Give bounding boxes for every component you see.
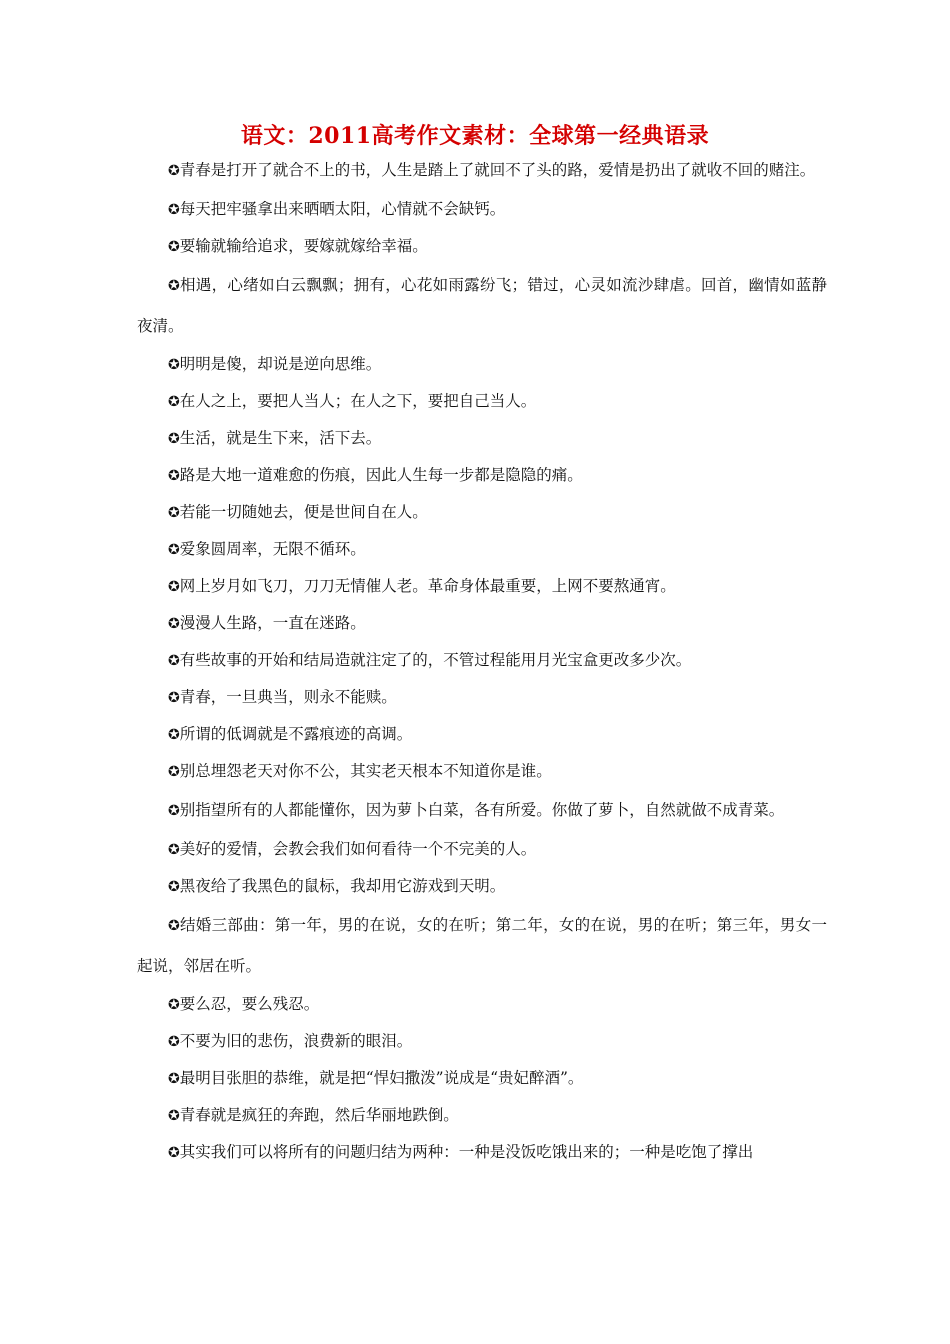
quote-text: 在人之上，要把人当人；在人之下，要把自己当人。: [179, 392, 537, 410]
star-bullet-icon: ✪: [168, 1071, 180, 1087]
quote-item: [137, 420, 827, 457]
star-bullet-icon: ✪: [168, 653, 180, 669]
star-bullet-icon: ✪: [168, 803, 180, 819]
quote-item: [137, 679, 827, 716]
quote-text: 青春就是疯狂的奔跑，然后华丽地跌倒。: [179, 1106, 459, 1124]
quote-item: [137, 1023, 827, 1060]
quote-item: [137, 1060, 827, 1097]
quote-item: [137, 790, 827, 831]
quote-text: 结婚三部曲：第一年，男的在说，女的在听；第二年，女的在说，男的在听；第三年，男女一起说，邻居在听。: [137, 916, 827, 975]
quote-text: 最明目张胆的恭维，就是把“悍妇撒泼”说成是“贵妃醉酒”。: [179, 1069, 584, 1087]
quote-text: 黑夜给了我黑色的鼠标，我却用它游戏到天明。: [179, 877, 506, 895]
quote-text: 明明是傻，却说是逆向思维。: [179, 355, 382, 373]
quote-text: 别总埋怨老天对你不公，其实老天根本不知道你是谁。: [179, 762, 552, 780]
star-bullet-icon: ✪: [168, 764, 180, 780]
quote-text: 别指望所有的人都能懂你，因为萝卜白菜，各有所爱。你做了萝卜，自然就做不成青菜。: [179, 801, 785, 819]
quote-item: [137, 1134, 827, 1171]
star-bullet-icon: ✪: [168, 727, 180, 743]
quote-item: [137, 868, 827, 905]
star-bullet-icon: ✪: [168, 163, 180, 179]
document-title: 语文：2011高考作文素材：全球第一经典语录: [240, 123, 710, 149]
quote-item: [137, 1097, 827, 1134]
quote-text: 网上岁月如飞刀，刀刀无情催人老。革命身体最重要，上网不要熬通宵。: [179, 577, 676, 595]
star-bullet-icon: ✪: [168, 879, 180, 895]
quote-item: [137, 531, 827, 568]
quote-text: 要输就输给追求，要嫁就嫁给幸福。: [179, 237, 428, 255]
quote-text: 不要为旧的悲伤，浪费新的眼泪。: [179, 1032, 413, 1050]
quote-text: 相遇，心绪如白云飘飘；拥有，心花如雨露纷飞；错过，心灵如流沙肆虐。回首，幽情如蓝静夜清。: [137, 276, 827, 335]
star-bullet-icon: ✪: [168, 690, 180, 706]
quote-item: [137, 905, 827, 986]
star-bullet-icon: ✪: [168, 997, 180, 1013]
quote-item: [137, 605, 827, 642]
star-bullet-icon: ✪: [168, 579, 180, 595]
star-bullet-icon: ✪: [168, 616, 180, 632]
quote-text: 青春是打开了就合不上的书，人生是踏上了就回不了头的路，爱情是扔出了就收不回的赌注。: [179, 161, 816, 179]
star-bullet-icon: ✪: [168, 1145, 180, 1161]
quote-item: [137, 150, 827, 191]
quote-text: 要么忍，要么残忍。: [179, 995, 320, 1013]
quote-text: 每天把牢骚拿出来晒晒太阳，心情就不会缺钙。: [179, 200, 506, 218]
quote-item: [137, 831, 827, 868]
quote-text: 生活，就是生下来，活下去。: [179, 429, 382, 447]
quote-text: 爱象圆周率，无限不循环。: [179, 540, 366, 558]
star-bullet-icon: ✪: [168, 1034, 180, 1050]
star-bullet-icon: ✪: [168, 468, 180, 484]
star-bullet-icon: ✪: [168, 239, 180, 255]
quote-item: [137, 457, 827, 494]
quote-item: [137, 494, 827, 531]
quote-text: 若能一切随她去，便是世间自在人。: [179, 503, 428, 521]
quote-text: 漫漫人生路，一直在迷路。: [179, 614, 366, 632]
star-bullet-icon: ✪: [168, 505, 180, 521]
quote-text: 有些故事的开始和结局造就注定了的，不管过程能用月光宝盒更改多少次。: [179, 651, 692, 669]
quote-item: [137, 716, 827, 753]
star-bullet-icon: ✪: [168, 918, 180, 934]
star-bullet-icon: ✪: [168, 202, 180, 218]
quote-text: 所谓的低调就是不露痕迹的高调。: [179, 725, 413, 743]
quote-text: 路是大地一道难愈的伤痕，因此人生每一步都是隐隐的痛。: [179, 466, 583, 484]
star-bullet-icon: ✪: [168, 394, 180, 410]
quote-text: 美好的爱情，会教会我们如何看待一个不完美的人。: [179, 840, 537, 858]
quote-text: 其实我们可以将所有的问题归结为两种：一种是没饭吃饿出来的；一种是吃饱了撑出: [179, 1143, 754, 1161]
quote-item: [137, 191, 827, 228]
star-bullet-icon: ✪: [168, 842, 180, 858]
quote-item: [137, 265, 827, 346]
quote-list: [137, 150, 827, 1171]
star-bullet-icon: ✪: [168, 357, 180, 373]
quote-item: [137, 383, 827, 420]
quote-item: [137, 986, 827, 1023]
quote-text: 青春，一旦典当，则永不能赎。: [179, 688, 397, 706]
quote-item: [137, 753, 827, 790]
quote-item: [137, 568, 827, 605]
quote-item: [137, 228, 827, 265]
star-bullet-icon: ✪: [168, 1108, 180, 1124]
star-bullet-icon: ✪: [168, 431, 180, 447]
quote-item: [137, 642, 827, 679]
quote-item: [137, 346, 827, 383]
star-bullet-icon: ✪: [168, 542, 180, 558]
star-bullet-icon: ✪: [168, 278, 180, 294]
